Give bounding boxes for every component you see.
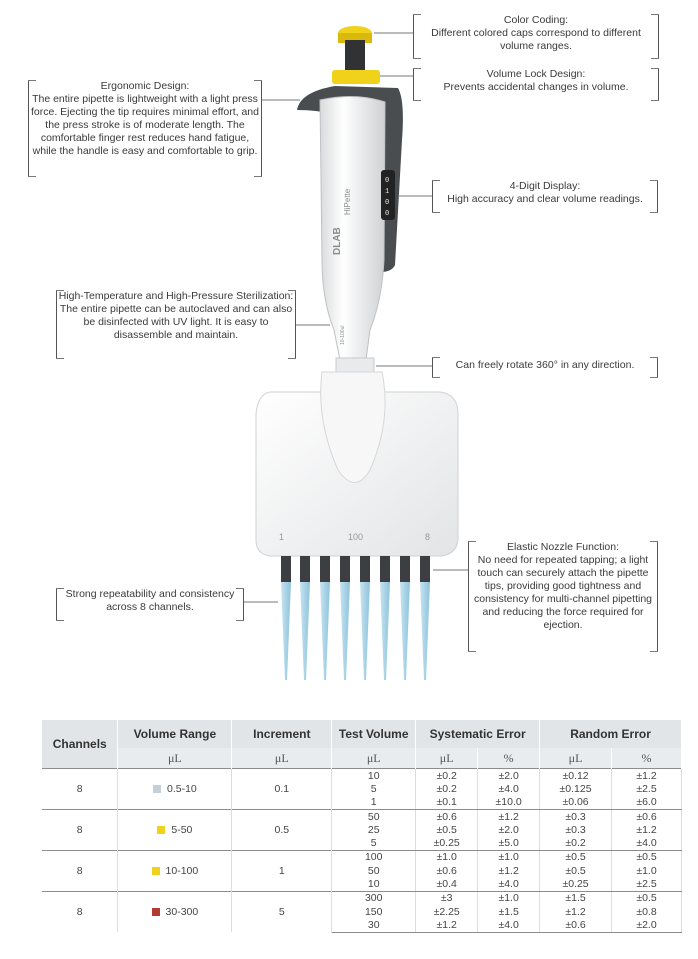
channels-cell: 8 <box>42 850 118 891</box>
callout-color-coding <box>413 14 659 58</box>
table-row <box>42 809 682 823</box>
callout-title: Ergonomic Design: <box>100 80 190 92</box>
test-volume-cell: 150 <box>332 905 416 918</box>
systematic-error-ul-cell: ±1.2 <box>416 918 478 932</box>
channel-3 <box>320 556 330 680</box>
callout-ergonomic <box>28 80 262 176</box>
pipette-body <box>320 96 385 360</box>
systematic-error-pct-cell: ±2.0 <box>478 769 540 783</box>
volume-range-cell <box>118 769 232 810</box>
increment-cell: 1 <box>232 850 332 891</box>
volume-range-label: 0.5-10 <box>167 782 197 795</box>
unit-cell: μL <box>540 748 612 769</box>
random-error-pct-cell: ±0.5 <box>612 850 682 864</box>
systematic-error-ul-cell: ±3 <box>416 891 478 905</box>
channel-7 <box>400 556 410 680</box>
spec-table <box>42 720 682 933</box>
channels-cell: 8 <box>42 769 118 810</box>
pipette-tip <box>340 582 350 680</box>
color-swatch-icon <box>153 785 161 793</box>
color-swatch-icon <box>157 826 165 834</box>
nozzle <box>400 556 410 582</box>
random-error-pct-cell: ±1.2 <box>612 769 682 783</box>
systematic-error-pct-cell: ±1.0 <box>478 850 540 864</box>
random-error-ul-cell: ±0.12 <box>540 769 612 783</box>
test-volume-cell: 300 <box>332 891 416 905</box>
systematic-error-pct-cell: ±4.0 <box>478 918 540 932</box>
channel-5 <box>360 556 370 680</box>
systematic-error-pct-cell: ±10.0 <box>478 796 540 810</box>
systematic-error-pct-cell: ±1.0 <box>478 891 540 905</box>
unit-cell: μL <box>416 748 478 769</box>
random-error-ul-cell: ±0.3 <box>540 809 612 823</box>
systematic-error-ul-cell: ±0.25 <box>416 836 478 850</box>
random-error-pct-cell: ±0.6 <box>612 809 682 823</box>
unit-cell: μL <box>332 748 416 769</box>
test-volume-cell: 1 <box>332 796 416 810</box>
channels-cell: 8 <box>42 891 118 932</box>
systematic-error-ul-cell: ±0.6 <box>416 809 478 823</box>
systematic-error-pct-cell: ±2.0 <box>478 823 540 836</box>
channel-4 <box>340 556 350 680</box>
systematic-error-ul-cell: ±1.0 <box>416 850 478 864</box>
table-row <box>42 769 682 783</box>
callout-body: The entire pipette can be autoclaved and can also be disinfected with UV light. It is easy to disassemble and maintain. <box>59 303 293 341</box>
systematic-error-ul-cell: ±0.6 <box>416 864 478 877</box>
header-volume-range: Volume Range <box>118 720 232 748</box>
table-body <box>42 769 682 933</box>
nozzle-array <box>281 556 430 680</box>
random-error-ul-cell: ±0.2 <box>540 836 612 850</box>
systematic-error-pct-cell: ±4.0 <box>478 782 540 795</box>
channel-1 <box>281 556 291 680</box>
test-volume-cell: 5 <box>332 782 416 795</box>
pipette-tip <box>300 582 310 680</box>
callout-body: Strong repeatability and consistency across 8 channels. <box>65 588 235 613</box>
random-error-pct-cell: ±6.0 <box>612 796 682 810</box>
table-row <box>42 891 682 905</box>
test-volume-cell: 50 <box>332 809 416 823</box>
callout-title: Color Coding: <box>503 14 569 26</box>
nozzle <box>420 556 430 582</box>
increment-cell: 5 <box>232 891 332 932</box>
callout-body: The entire pipette is lightweight with a light press force. Ejecting the tip requires minimal effort, and the press stroke is of moderate length. The comfortable finger rest reduces hand fatigue, while the handle is easy and comfortable to grip. <box>30 93 259 157</box>
random-error-pct-cell: ±1.2 <box>612 823 682 836</box>
header-systematic-error: Systematic Error <box>416 720 540 748</box>
callout-body: No need for repeated tapping; a light touch can securely attach the pipette tips, providing good tightness and consistency for multi-channel pipetting and reducing the force required for ejection. <box>473 554 652 631</box>
random-error-ul-cell: ±0.3 <box>540 823 612 836</box>
volume-range-label: 5-50 <box>171 823 193 836</box>
systematic-error-pct-cell: ±1.2 <box>478 809 540 823</box>
systematic-error-ul-cell: ±0.2 <box>416 782 478 795</box>
model-name: HiPette <box>343 188 352 215</box>
callout-title: Volume Lock Design: <box>486 68 586 80</box>
callout-title: Elastic Nozzle Function: <box>506 541 620 553</box>
color-swatch-icon <box>152 908 160 916</box>
brand-logo: DLAB <box>332 227 343 255</box>
volume-range-cell <box>118 809 232 850</box>
random-error-ul-cell: ±0.125 <box>540 782 612 795</box>
random-error-ul-cell: ±0.25 <box>540 877 612 891</box>
callout-body: Prevents accidental changes in volume. <box>443 81 629 93</box>
header-random-error: Random Error <box>540 720 682 748</box>
volume-range-label: 30-300 <box>165 905 199 918</box>
header-channels: Channels <box>42 720 118 769</box>
test-volume-cell: 25 <box>332 823 416 836</box>
random-error-ul-cell: ±0.06 <box>540 796 612 810</box>
head-label-1: 1 <box>279 532 285 542</box>
systematic-error-pct-cell: ±1.2 <box>478 864 540 877</box>
random-error-pct-cell: ±0.5 <box>612 891 682 905</box>
increment-cell: 0.5 <box>232 809 332 850</box>
pipette-tip <box>320 582 330 680</box>
volume-range-cell <box>118 891 232 932</box>
nozzle <box>281 556 291 582</box>
unit-cell: μL <box>118 748 232 769</box>
systematic-error-ul-cell: ±0.2 <box>416 769 478 783</box>
table-row <box>42 850 682 864</box>
head-label-100: 100 <box>348 532 364 542</box>
volume-lock-ring <box>332 70 380 84</box>
channel-2 <box>300 556 310 680</box>
volume-range-label: 10-100 <box>165 864 199 877</box>
callout-title: High-Temperature and High-Pressure Sterilization: <box>58 290 294 302</box>
nozzle <box>380 556 390 582</box>
barrel-label: 10-100ul <box>340 325 346 345</box>
nozzle <box>360 556 370 582</box>
callout-sterilization <box>56 290 296 358</box>
callout-body: Different colored caps correspond to different volume ranges. <box>431 27 641 52</box>
color-swatch-icon <box>152 867 160 875</box>
table-header-row <box>42 720 682 748</box>
callout-title: 4-Digit Display: <box>509 180 581 192</box>
display-digit: 0 <box>385 210 390 218</box>
pipette-tip <box>281 582 291 680</box>
unit-cell: % <box>478 748 540 769</box>
test-volume-cell: 5 <box>332 836 416 850</box>
nozzle <box>340 556 350 582</box>
systematic-error-pct-cell: ±5.0 <box>478 836 540 850</box>
callout-display <box>432 180 658 212</box>
display-digit: 0 <box>385 177 390 185</box>
table-units-row <box>42 748 682 769</box>
header-test-volume: Test Volume <box>332 720 416 748</box>
channel-8 <box>420 556 430 680</box>
systematic-error-ul-cell: ±0.1 <box>416 796 478 810</box>
pipette-tip <box>400 582 410 680</box>
random-error-ul-cell: ±0.5 <box>540 850 612 864</box>
callout-body: High accuracy and clear volume readings. <box>447 193 643 205</box>
systematic-error-ul-cell: ±0.4 <box>416 877 478 891</box>
nozzle <box>320 556 330 582</box>
random-error-pct-cell: ±2.5 <box>612 877 682 891</box>
nozzle <box>300 556 310 582</box>
increment-cell: 0.1 <box>232 769 332 810</box>
random-error-pct-cell: ±1.0 <box>612 864 682 877</box>
callout-nozzle <box>468 541 658 651</box>
rotating-neck <box>336 358 374 372</box>
channel-6 <box>380 556 390 680</box>
test-volume-cell: 10 <box>332 769 416 783</box>
channels-cell: 8 <box>42 809 118 850</box>
systematic-error-pct-cell: ±1.5 <box>478 905 540 918</box>
callout-rotate <box>432 357 658 377</box>
systematic-error-ul-cell: ±2.25 <box>416 905 478 918</box>
test-volume-cell: 30 <box>332 918 416 932</box>
random-error-pct-cell: ±4.0 <box>612 836 682 850</box>
header-increment: Increment <box>232 720 332 748</box>
random-error-pct-cell: ±2.0 <box>612 918 682 932</box>
callout-repeatability <box>56 588 244 620</box>
random-error-pct-cell: ±0.8 <box>612 905 682 918</box>
random-error-ul-cell: ±0.6 <box>540 918 612 932</box>
random-error-ul-cell: ±1.2 <box>540 905 612 918</box>
random-error-pct-cell: ±2.5 <box>612 782 682 795</box>
pipette-tip <box>420 582 430 680</box>
volume-range-cell <box>118 850 232 891</box>
random-error-ul-cell: ±0.5 <box>540 864 612 877</box>
head-label-8: 8 <box>425 532 431 542</box>
unit-cell: % <box>612 748 682 769</box>
test-volume-cell: 100 <box>332 850 416 864</box>
callout-volume-lock <box>413 68 659 100</box>
callout-body: Can freely rotate 360° in any direction. <box>455 359 635 371</box>
systematic-error-pct-cell: ±4.0 <box>478 877 540 891</box>
test-volume-cell: 10 <box>332 877 416 891</box>
display-digit: 1 <box>385 188 390 196</box>
test-volume-cell: 50 <box>332 864 416 877</box>
pipette-tip <box>360 582 370 680</box>
display-digit: 0 <box>385 199 390 207</box>
systematic-error-ul-cell: ±0.5 <box>416 823 478 836</box>
unit-cell: μL <box>232 748 332 769</box>
pipette-tip <box>380 582 390 680</box>
random-error-ul-cell: ±1.5 <box>540 891 612 905</box>
